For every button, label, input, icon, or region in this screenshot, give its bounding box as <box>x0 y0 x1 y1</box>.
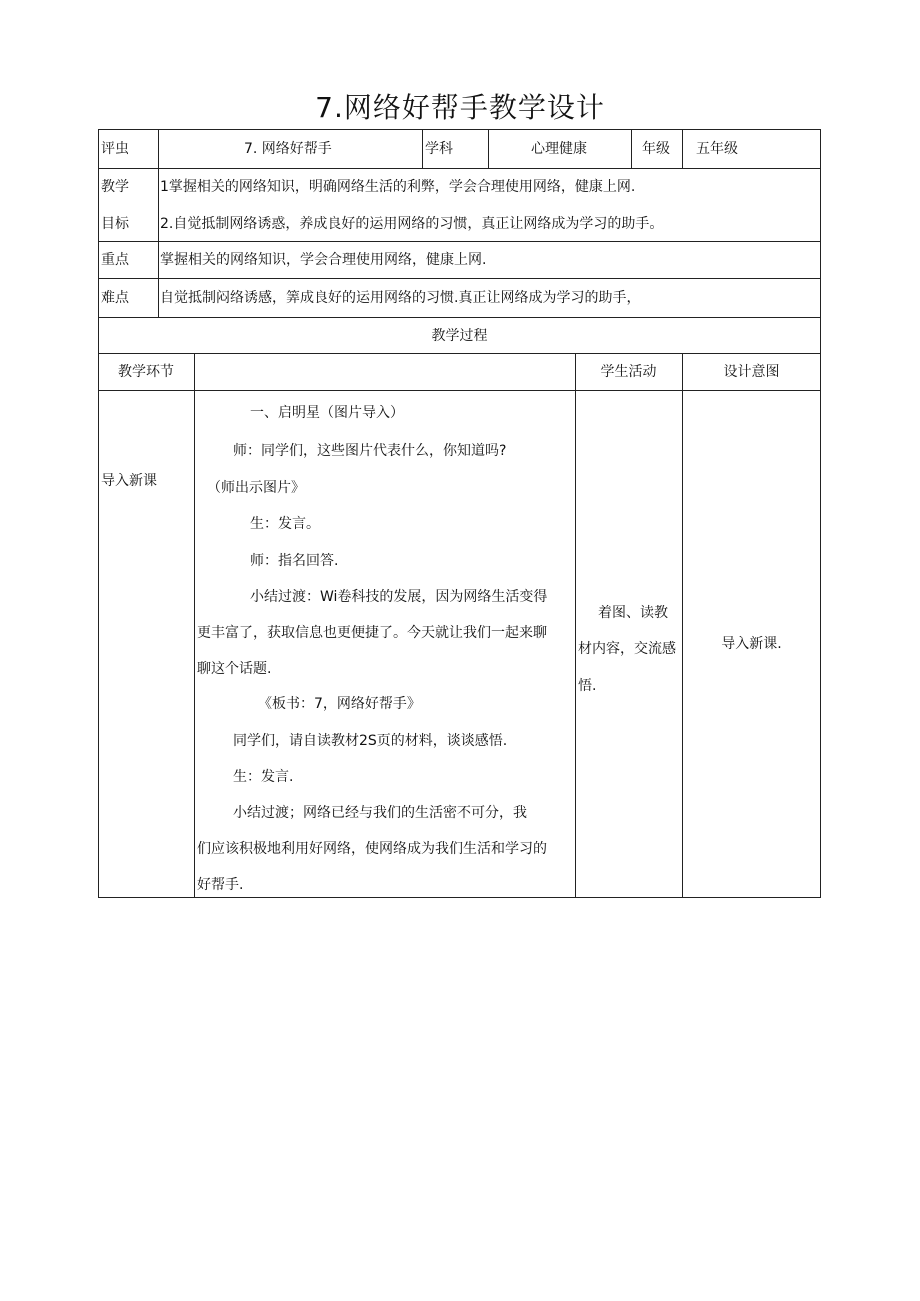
header-design-intent: 设计意图 <box>723 364 780 380</box>
objectives-label-line1: 教学 <box>101 179 129 195</box>
student-activity-line: 材内容，交流感 <box>578 641 676 657</box>
lesson-line: 师：同学们，这些图片代表什么，你知道吗? <box>233 443 507 459</box>
stage-name: 导入新课 <box>101 473 157 489</box>
lesson-line: 小结过渡；网络已经与我们的生活密不可分，我 <box>233 805 527 821</box>
grade-label: 年级 <box>642 141 670 157</box>
lesson-line: 《板书：7，网络好帮手》 <box>258 696 421 712</box>
lesson-line: 们应该积极地利用好网络，使网络成为我们生活和学习的 <box>197 841 547 857</box>
subject-label: 学科 <box>425 141 453 157</box>
header-stage: 教学环节 <box>118 364 174 380</box>
lesson-line: （师出示图片》 <box>207 480 305 496</box>
lesson-line: 同学们，请自读教材2S页的材料，谈谈感悟. <box>233 733 508 749</box>
lesson-line: 好帮手. <box>197 877 244 893</box>
difficulty-text: 自觉抵制闷络诱感，筭成良好的运用网络的习惯.真正让网络成为学习的助手， <box>160 290 641 306</box>
lesson-line: 一、启明星（图片导入） <box>250 405 404 421</box>
lesson-plan-table <box>98 129 821 898</box>
student-activity-line: 着图、读教 <box>598 605 668 621</box>
lesson-line: 生：发言. <box>233 769 294 785</box>
lesson-line: 聊这个话题. <box>197 661 272 677</box>
lesson-line: 更丰富了，获取信息也更便捷了。今天就让我们一起来聊 <box>197 625 547 641</box>
document-title: 7.网络好帮手教学设计 <box>315 91 605 124</box>
difficulty-label: 难点 <box>101 290 129 306</box>
lesson-line: 师：指名回答. <box>250 553 339 569</box>
grade-value: 五年级 <box>696 141 738 157</box>
objectives-label-line2: 目标 <box>101 216 129 232</box>
objective-item-1: 1掌握相关的网络知识，明确网络生活的利弊，学会合理使用网络，健康上网. <box>160 179 636 195</box>
topic-value: 7. 网络好帮手 <box>244 141 332 157</box>
key-point-text: 掌握相关的网络知识，学会合理使用网络，健康上网. <box>160 252 487 268</box>
topic-label: 评虫 <box>101 141 129 157</box>
lesson-line: 生：发言。 <box>250 516 320 532</box>
key-point-label: 重点 <box>101 252 129 268</box>
student-activity-line: 悟. <box>578 678 597 694</box>
subject-value: 心理健康 <box>531 141 587 157</box>
process-title: 教学过程 <box>431 328 488 344</box>
objective-item-2: 2.自觉抵制网络诱惑，养成良好的运用网络的习惯，真正让网络成为学习的助手。 <box>160 216 664 232</box>
lesson-line: 小结过渡：Wi卷科技的发展，因为网络生活变得 <box>250 589 548 605</box>
header-student-activity: 学生活动 <box>600 364 657 380</box>
design-intent: 导入新课. <box>721 636 782 652</box>
